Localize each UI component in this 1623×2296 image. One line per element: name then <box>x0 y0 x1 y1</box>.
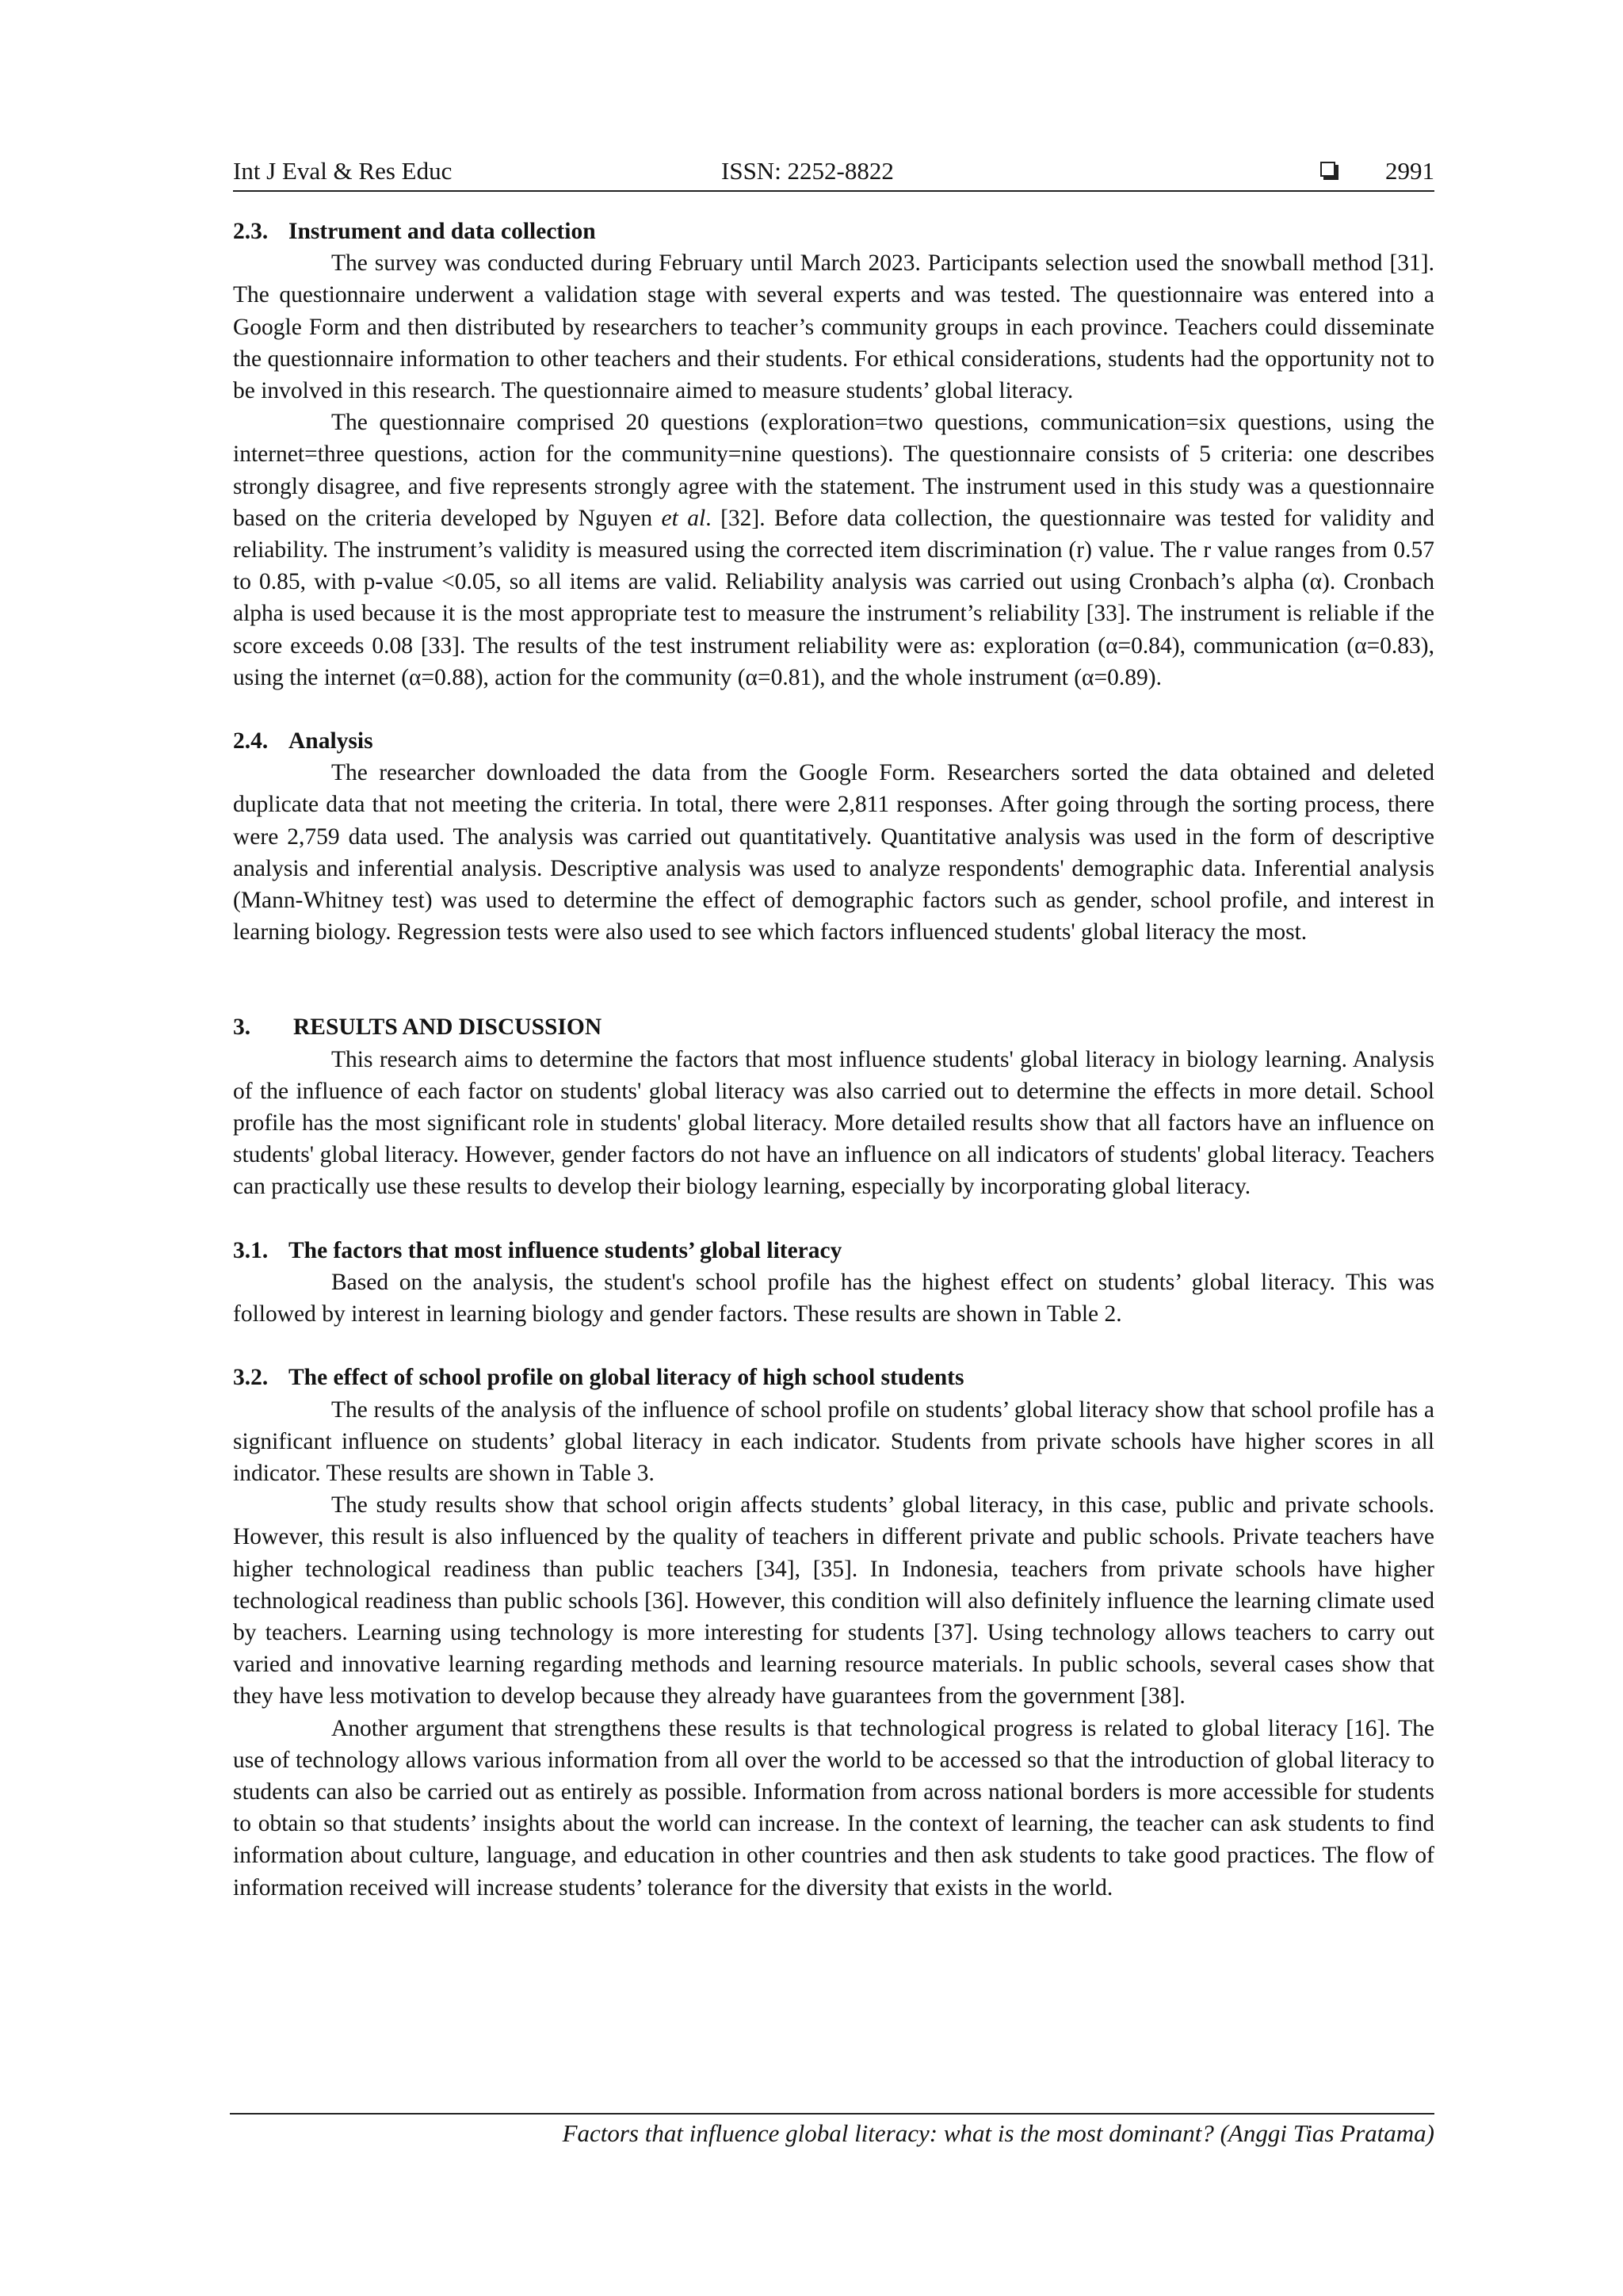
section-heading-3-1: 3.1. The factors that most influence students’ global literacy <box>233 1237 842 1263</box>
paragraph: The results of the analysis of the influence of school profile on students’ global literacy show that school profile has a significant influence on students’ global literacy in each indicator. Students from private schools have higher scores in all indicator. These results are shown in Table 3. <box>233 1396 1434 1486</box>
issn: ISSN: 2252-8822 <box>721 157 894 185</box>
section-heading-3: 3. RESULTS AND DISCUSSION <box>233 1014 602 1041</box>
paragraph: The researcher downloaded the data from the Google Form. Researchers sorted the data obtained and deleted duplicate data that not meeting the criteria. In total, there were 2,811 responses. After going through the sorting process, there were 2,759 data used. The analysis was carried out quantitatively. Quantitative analysis was used in the form of descriptive analysis and inferential analysis. Descriptive analysis was used to analyze respondents' demographic data. Inferential analysis (Mann-Whitney test) was used to determine the effect of demographic factors such as gender, school profile, and interest in learning biology. Regression tests were also used to see which factors influenced students' global literacy the most. <box>233 760 1434 946</box>
section-heading-3-2: 3.2. The effect of school profile on global literacy of high school students <box>233 1365 964 1391</box>
body-content <box>233 216 1434 1904</box>
page-number: 2991 <box>1385 157 1434 185</box>
paper-page <box>233 155 1434 1904</box>
section-heading-2-4: 2.4. Analysis <box>233 728 373 755</box>
paragraph: The questionnaire comprised 20 questions (exploration=two questions, communication=six questions, using the internet=three questions, action for the community=nine questions). The questionnaire consists of 5 criteria: one describes strongly disagree, and five represents strongly agree with the statement. The instrument used in this study was a questionnaire based on the criteria developed by Nguyen et al. [32]. Before data collection, the questionnaire was tested for validity and reliability. The instrument’s validity is measured using the corrected item discrimination (r) value. The r value ranges from 0.57 to 0.85, with p-value <0.05, so all items are valid. Reliability analysis was carried out using Cronbach’s alpha (α). Cronbach alpha is used because it is the most appropriate test to measure the instrument’s reliability [33]. The instrument is reliable if the score exceeds 0.08 [33]. The results of the test instrument reliability were as: exploration (α=0.84), communication (α=0.83), using the internet (α=0.88), action for the community (α=0.81), and the whole instrument (α=0.89). <box>233 410 1434 690</box>
section-heading-2-3: 2.3. Instrument and data collection <box>233 219 596 244</box>
paragraph: The survey was conducted during February until March 2023. Participants selection used the snowball method [31]. The questionnaire underwent a validation stage with several experts and was tested. The questionnaire was entered into a Google Form and then distributed by researchers to teacher’s community groups in each province. Teachers could disseminate the questionnaire information to other teachers and their students. For ethical considerations, students had the opportunity not to be involved in this research. The questionnaire aimed to measure students’ global literacy. <box>233 250 1434 404</box>
paragraph: This research aims to determine the factors that most influence students' global literacy in biology learning. Analysis of the influence of each factor on students' global literacy was also carried out to determine the effects in more detail. School profile has the most significant role in students' global literacy. More detailed results show that all factors have an influence on students' global literacy. However, gender factors do not have an influence on all indicators of students' global literacy. Teachers can practically use these results to develop their biology learning, especially by incorporating global literacy. <box>233 1046 1434 1200</box>
paragraph: Another argument that strengthens these results is that technological progress is related to global literacy [16]. The use of technology allows various information from all over the world to be accessed so that the introduction of global literacy to students can also be carried out as entirely as possible. Information from across national borders is more accessible for students to obtain so that students’ insights about the world can increase. In the context of learning, the teacher can ask students to find information about culture, language, and education in other countries and then ask students to take good practices. The flow of information received will increase students’ tolerance for the diversity that exists in the world. <box>233 1715 1434 1901</box>
paragraph: The study results show that school origin affects students’ global literacy, in this case, public and private schools. However, this result is also influenced by the quality of teachers in different private and public schools. Private teachers have higher technological readiness than public teachers [34], [35]. In Indonesia, teachers from private schools have higher technological readiness than public schools [36]. However, this condition will also definitely influence the learning climate used by teachers. Learning using technology is more interesting for students [37]. Using technology allows teachers to carry out varied and innovative learning regarding methods and learning resource materials. In public schools, several cases show that they have less motivation to develop because they already have guarantees from the government [38]. <box>233 1492 1434 1710</box>
running-footer <box>230 2113 1434 2151</box>
paragraph: Based on the analysis, the student's school profile has the highest effect on students’ global literacy. This was followed by interest in learning biology and gender factors. These results are shown in Table 2. <box>233 1269 1434 1328</box>
journal-name: Int J Eval & Res Educ <box>233 157 453 185</box>
running-header <box>233 155 1434 192</box>
square-bullet-icon <box>1320 162 1335 177</box>
running-title: Factors that influence global literacy: what is the most dominant? (Anggi Tias Pratama) <box>562 2119 1434 2147</box>
